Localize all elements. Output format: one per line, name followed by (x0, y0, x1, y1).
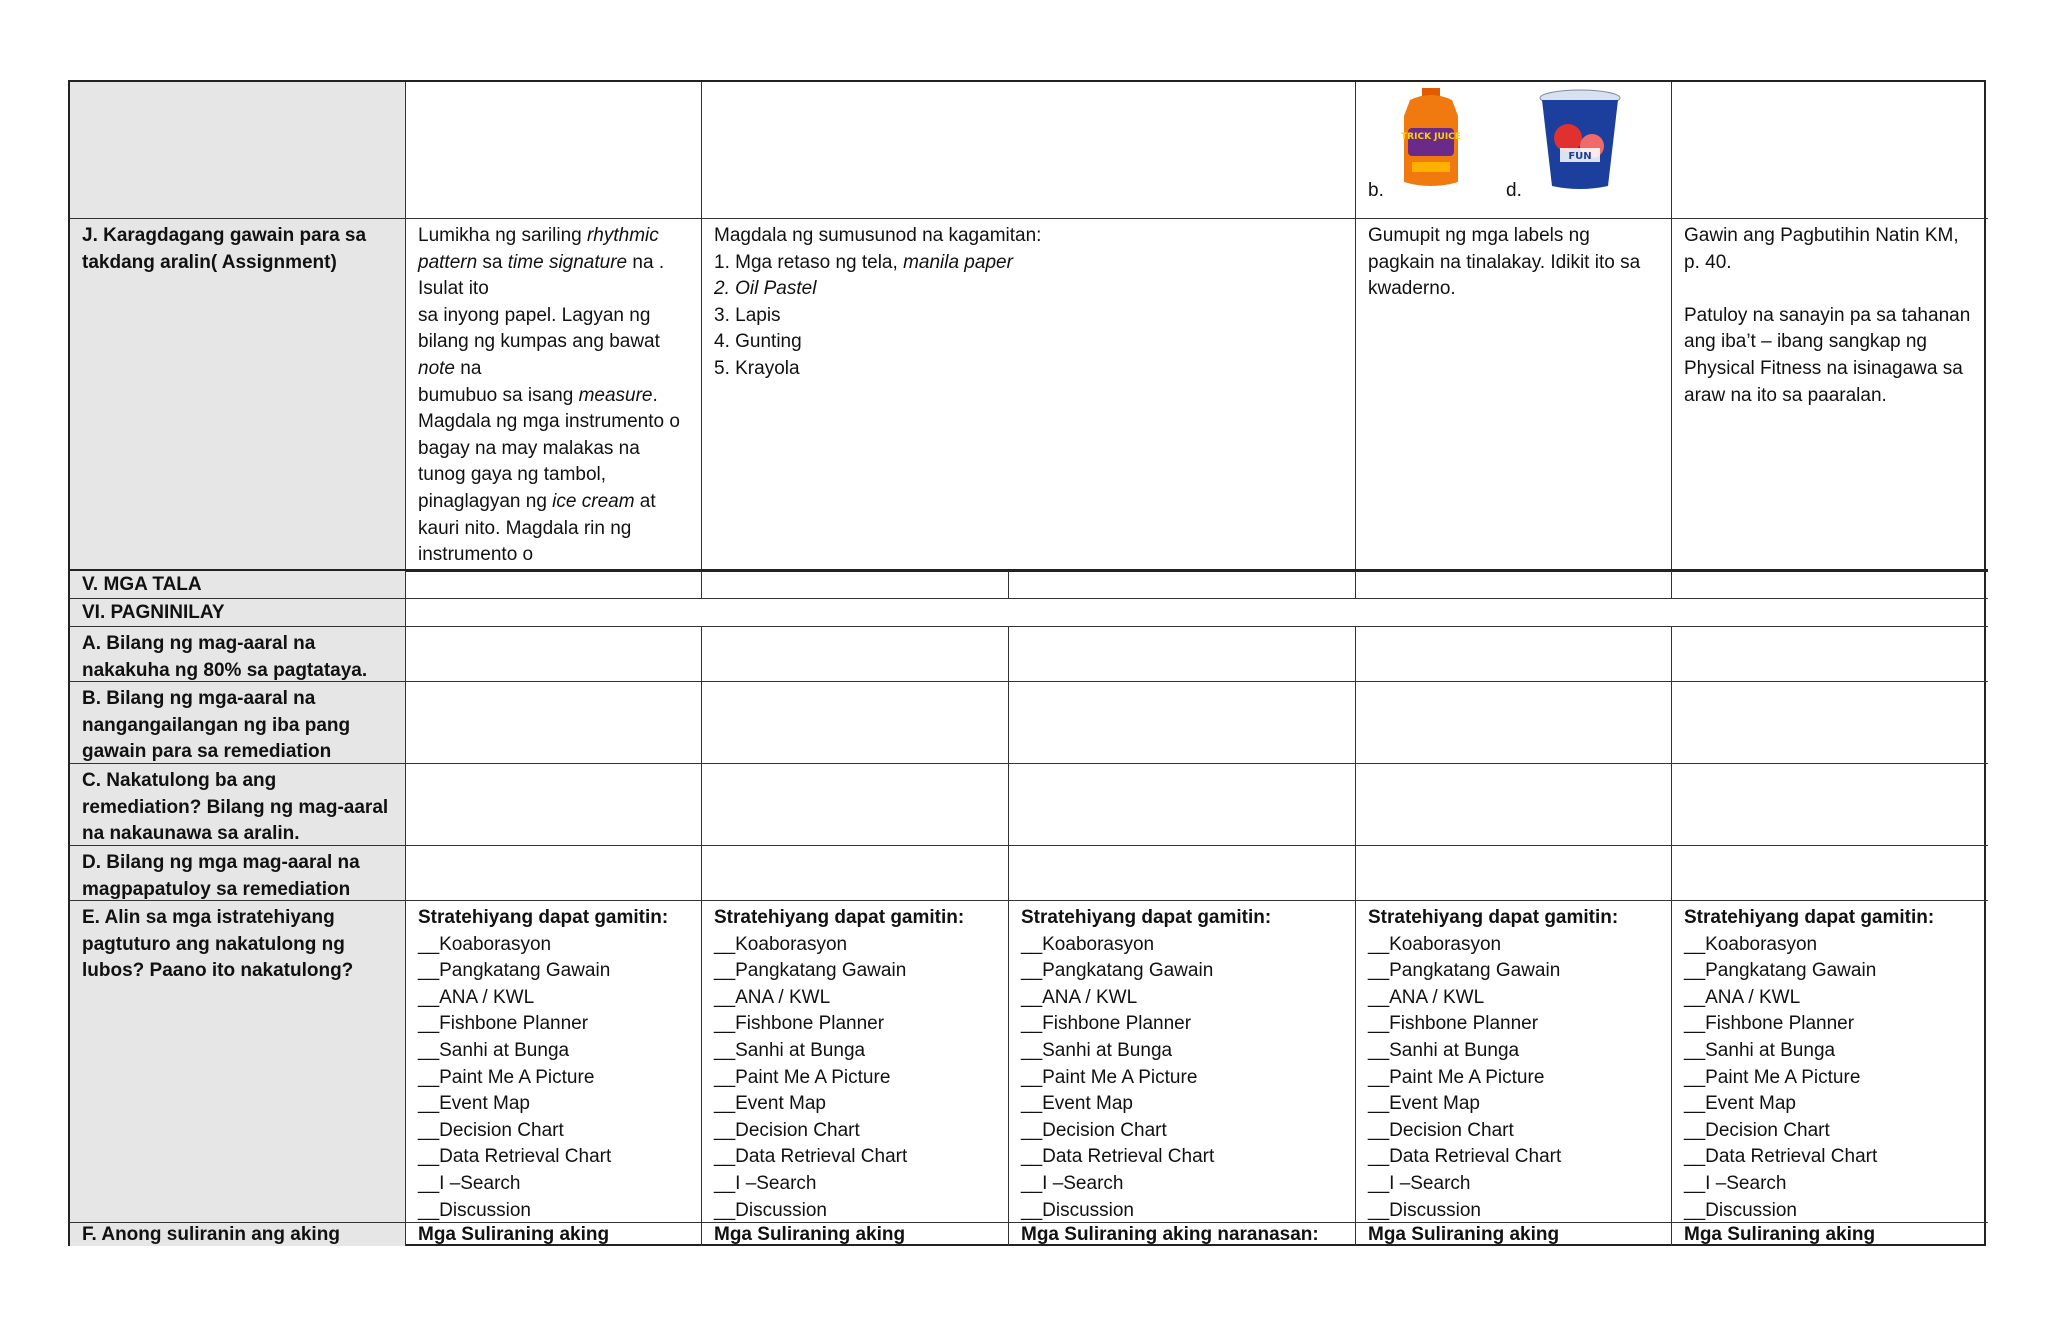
v-col3 (1009, 571, 1356, 599)
strategy-item: __Sanhi at Bunga (714, 1039, 866, 1061)
strategy-item: __Sanhi at Bunga (1368, 1039, 1520, 1061)
strategy-item: __Koaborasyon (1021, 933, 1155, 955)
strategy-list (714, 932, 996, 1223)
strategy-list (1684, 932, 1976, 1223)
strategy-item: __Fishbone Planner (1368, 1013, 1539, 1035)
assignment-text-run: sa (477, 251, 508, 273)
image-label-d: d. (1506, 180, 1522, 201)
row-d-col3 (1009, 846, 1356, 901)
v-col5 (1672, 571, 1988, 599)
top-col1-cell (406, 82, 702, 219)
row-f-col5: Mga Suliraning aking (1684, 1224, 1876, 1245)
materials-line: 4. Gunting (714, 331, 802, 353)
row-c-col2 (702, 764, 1009, 846)
row-e-col3 (1009, 901, 1356, 1223)
vi-span (406, 599, 1988, 627)
strategy-item: __ANA / KWL (1021, 986, 1138, 1008)
top-label-cell (70, 82, 406, 219)
strategy-item: __Sanhi at Bunga (418, 1039, 570, 1061)
strategy-item: __Sanhi at Bunga (1684, 1039, 1836, 1061)
row-b-col3 (1009, 682, 1356, 764)
strategy-item: __Pangkatang Gawain (1684, 960, 1877, 982)
svg-text:FUN: FUN (1568, 151, 1592, 162)
strategy-item: __Event Map (418, 1093, 530, 1115)
strategy-header: Stratehiyang dapat gamitin: (1368, 907, 1619, 928)
strategy-item: __Event Map (714, 1093, 826, 1115)
row-c-col1 (406, 764, 702, 846)
strategy-header: Stratehiyang dapat gamitin: (1684, 907, 1935, 928)
row-a-col3 (1009, 627, 1356, 682)
strategy-list (418, 932, 689, 1223)
row-d-col4 (1356, 846, 1672, 901)
assignment-text-run: . Magdala ng mga instrumento o bagay na may malakas na tunog gaya ng tambol, pinaglagyan ng (418, 384, 680, 512)
assignment-text-run: na bumubuo sa isang (418, 357, 574, 406)
image-label-b: b. (1368, 180, 1384, 201)
materials-line (714, 250, 1343, 277)
row-a-col5 (1672, 627, 1988, 682)
strategy-item: __Discussion (418, 1199, 531, 1221)
row-a-col2 (702, 627, 1009, 682)
strategy-item: __I –Search (1368, 1172, 1471, 1194)
assignment-text-run: na . Isulat ito sa inyong papel. Lagyan ng bilang ng kumpas ang bawat (418, 251, 665, 353)
row-d-label: D. Bilang ng mga mag-aaral na magpapatuloy sa remediation (70, 846, 406, 901)
row-e-col5 (1672, 901, 1988, 1223)
assignment-text-run: ice cream (552, 490, 635, 512)
row-c-label: C. Nakatulong ba ang remediation? Bilang ng mag-aaral na nakaunawa sa aralin. (70, 764, 406, 846)
strategy-item: __Decision Chart (1368, 1119, 1514, 1141)
materials-line: 3. Lapis (714, 304, 781, 326)
row-e-col4 (1356, 901, 1672, 1223)
strategy-item: __ANA / KWL (1368, 986, 1485, 1008)
row-e-col1 (406, 901, 702, 1223)
strategy-item: __Paint Me A Picture (1368, 1066, 1545, 1088)
materials-text-run: manila paper (903, 251, 1013, 273)
strategy-item: __ANA / KWL (714, 986, 831, 1008)
row-b-col4 (1356, 682, 1672, 764)
strategy-item: __ANA / KWL (1684, 986, 1801, 1008)
v-col2 (702, 571, 1009, 599)
row-b-col2 (702, 682, 1009, 764)
strategy-item: __Discussion (1368, 1199, 1481, 1221)
strategy-item: __Paint Me A Picture (418, 1066, 595, 1088)
row-f-label: F. Anong suliranin ang aking (70, 1223, 406, 1246)
strategy-item: __Sanhi at Bunga (1021, 1039, 1173, 1061)
strategy-item: __Fishbone Planner (1021, 1013, 1192, 1035)
strategy-item: __Fishbone Planner (714, 1013, 885, 1035)
v-col4 (1356, 571, 1672, 599)
row-e-label: E. Alin sa mga istratehiyang pagtuturo ang nakatulong ng lubos? Paano ito nakatulong? (70, 901, 406, 1223)
strategy-item: __Data Retrieval Chart (1021, 1146, 1215, 1168)
row-j-col1 (406, 219, 702, 570)
strategy-item: __I –Search (1021, 1172, 1124, 1194)
svg-text:TRICK JUICE: TRICK JUICE (1401, 132, 1461, 142)
strategy-item: __Fishbone Planner (418, 1013, 589, 1035)
strategy-item: __Data Retrieval Chart (1368, 1146, 1562, 1168)
row-a-col1 (406, 627, 702, 682)
row-c-col3 (1009, 764, 1356, 846)
row-d-col2 (702, 846, 1009, 901)
strategy-item: __Decision Chart (1021, 1119, 1167, 1141)
strategy-item: __Event Map (1684, 1093, 1796, 1115)
strategy-item: __Decision Chart (418, 1119, 564, 1141)
lesson-plan-table (68, 80, 1986, 1246)
row-f-col2: Mga Suliraning aking (702, 1223, 1009, 1246)
row-a-col4 (1356, 627, 1672, 682)
top-col2-cell (702, 82, 1356, 219)
strategy-item: __Data Retrieval Chart (714, 1146, 908, 1168)
ice-cream-cup-image (1538, 88, 1622, 192)
juice-bottle-image (1392, 86, 1470, 190)
materials-line: Magdala ng sumusunod na kagamitan: (714, 225, 1042, 246)
strategy-item: __Discussion (714, 1199, 827, 1221)
assignment-text-run: note (418, 357, 455, 379)
strategy-item: __Data Retrieval Chart (418, 1146, 612, 1168)
v-col1 (406, 571, 702, 599)
section-vi-label: VI. PAGNINILAY (70, 599, 406, 627)
row-j-col4: Gumupit ng mga labels ng pagkain na tinalakay. Idikit ito sa kwaderno. (1356, 219, 1672, 570)
assignment-text-run: rhythmic pattern (418, 225, 659, 273)
assignment-text-run: Lumikha ng sariling (418, 225, 587, 246)
strategy-item: __Koaborasyon (714, 933, 848, 955)
strategy-header: Stratehiyang dapat gamitin: (714, 907, 965, 928)
row-j-label: J. Karagdagang gawain para sa takdang aralin( Assignment) (70, 219, 406, 570)
strategy-list (1368, 932, 1659, 1223)
strategy-item: __Koaborasyon (418, 933, 552, 955)
strategy-item: __Event Map (1021, 1093, 1133, 1115)
materials-line (714, 276, 1343, 303)
strategy-item: __Pangkatang Gawain (714, 960, 907, 982)
row-f-col3: Mga Suliraning aking naranasan: (1009, 1223, 1356, 1246)
row-c-col4 (1356, 764, 1672, 846)
strategy-item: __Pangkatang Gawain (1368, 960, 1561, 982)
row-a-label: A. Bilang ng mag-aaral na nakakuha ng 80% sa pagtataya. (70, 627, 406, 682)
strategy-item: __Decision Chart (714, 1119, 860, 1141)
section-v-label: V. MGA TALA (70, 571, 406, 599)
strategy-item: __I –Search (418, 1172, 521, 1194)
top-col5-cell (1672, 82, 1988, 219)
assignment-text-run: time signature (507, 251, 628, 273)
strategy-list (1021, 932, 1343, 1223)
strategy-item: __Pangkatang Gawain (1021, 960, 1214, 982)
strategy-header: Stratehiyang dapat gamitin: (418, 907, 669, 928)
strategy-item: __Discussion (1021, 1199, 1134, 1221)
strategy-item: __Koaborasyon (1368, 933, 1502, 955)
strategy-item: __Pangkatang Gawain (418, 960, 611, 982)
materials-line: 5. Krayola (714, 357, 800, 379)
strategy-item: __Paint Me A Picture (1021, 1066, 1198, 1088)
row-d-col5 (1672, 846, 1988, 901)
strategy-item: __I –Search (1684, 1172, 1787, 1194)
row-j-col2 (702, 219, 1356, 570)
row-b-col5 (1672, 682, 1988, 764)
strategy-item: __I –Search (714, 1172, 817, 1194)
row-j-col5: Gawin ang Pagbutihin Natin KM, p. 40. Patuloy na sanayin pa sa tahanan ang iba’t – ibang sangkap ng Physical Fitness na isinagawa sa araw na ito sa paaralan. (1672, 219, 1988, 570)
strategy-item: __Decision Chart (1684, 1119, 1830, 1141)
assignment-text-run: measure (578, 384, 653, 406)
strategy-item: __Koaborasyon (1684, 933, 1818, 955)
row-f-col1: Mga Suliraning aking (406, 1223, 702, 1246)
assignment-text-run: at kauri nito. Magdala rin ng instrumento o (418, 490, 656, 566)
strategy-item: __Discussion (1684, 1199, 1797, 1221)
row-b-col1 (406, 682, 702, 764)
row-c-col5 (1672, 764, 1988, 846)
strategy-item: __Paint Me A Picture (714, 1066, 891, 1088)
strategy-header: Stratehiyang dapat gamitin: (1021, 907, 1272, 928)
strategy-item: __Data Retrieval Chart (1684, 1146, 1878, 1168)
materials-text-run: 2. Oil Pastel (714, 278, 817, 300)
strategy-item: __Paint Me A Picture (1684, 1066, 1861, 1088)
strategy-item: __Event Map (1368, 1093, 1480, 1115)
materials-text-run: 1. Mga retaso ng tela, (714, 251, 904, 273)
row-e-col2 (702, 901, 1009, 1223)
strategy-item: __ANA / KWL (418, 986, 535, 1008)
row-f-col4: Mga Suliraning aking (1356, 1223, 1672, 1246)
row-b-label: B. Bilang ng mga-aaral na nangangailangan ng iba pang gawain para sa remediation (70, 682, 406, 764)
row-d-col1 (406, 846, 702, 901)
strategy-item: __Fishbone Planner (1684, 1013, 1855, 1035)
top-col4-cell (1356, 82, 1672, 219)
